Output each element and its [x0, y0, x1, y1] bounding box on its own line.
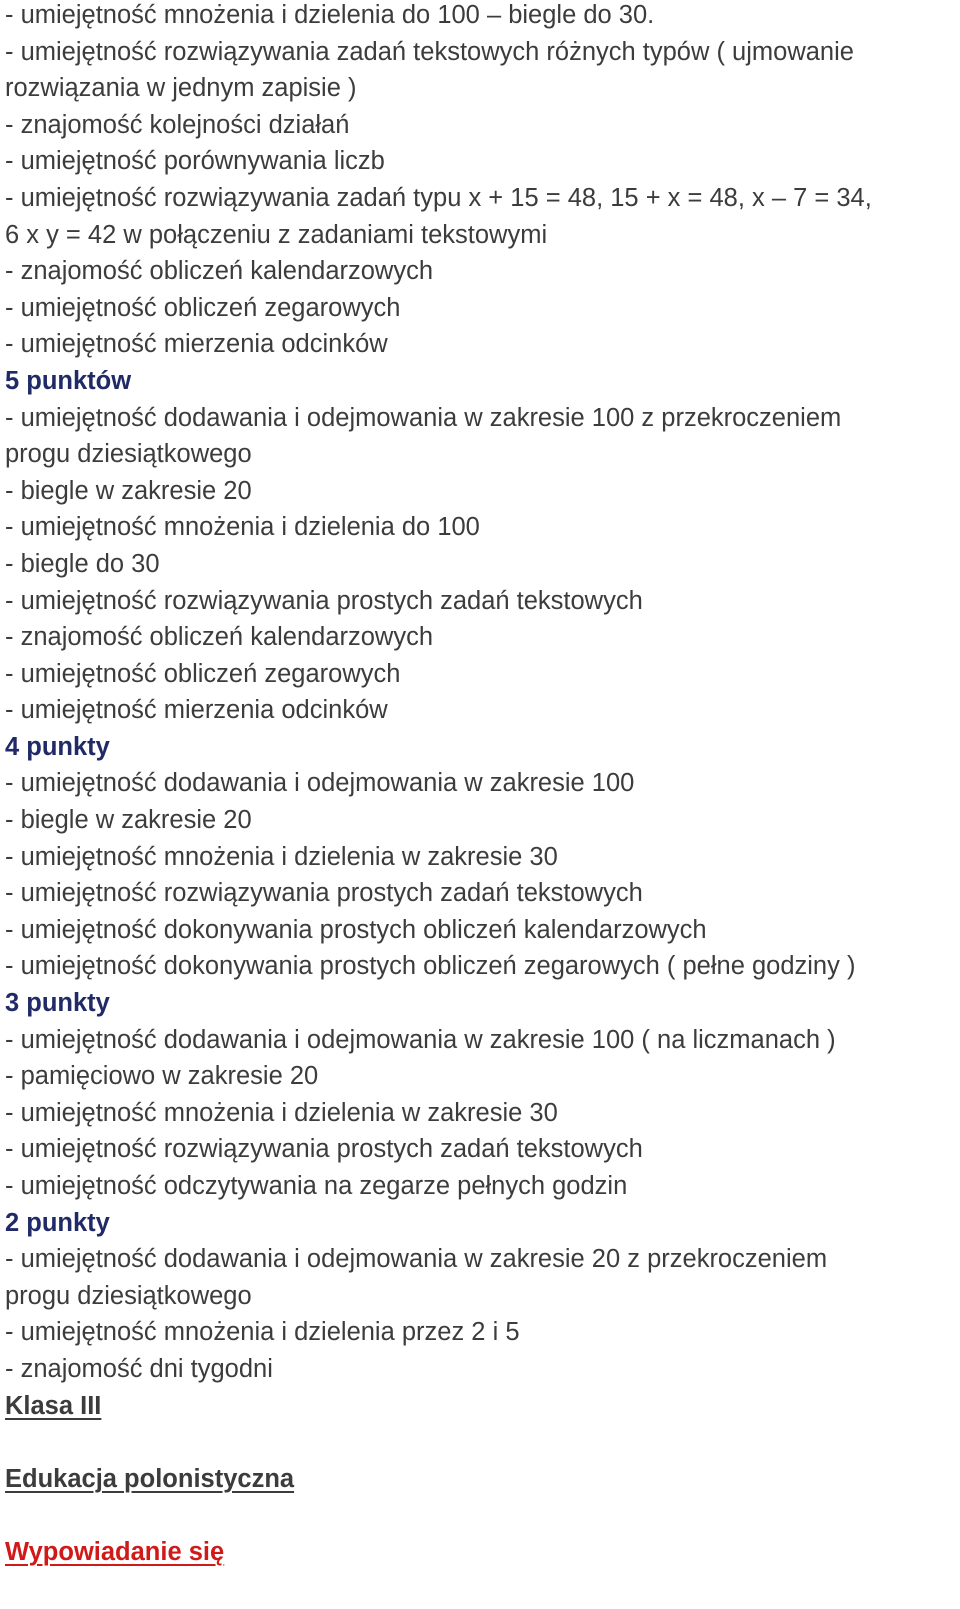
points-heading: 5 punktów: [5, 366, 132, 395]
text-line: - umiejętność rozwiązywania prostych zadań tekstowych: [5, 879, 643, 908]
text-line: - umiejętność rozwiązywania zadań tekstowych różnych typów ( ujmowanie: [5, 37, 854, 66]
text-line: - umiejętność porównywania liczb: [5, 147, 385, 176]
text-line: - biegle w zakresie 20: [5, 476, 252, 505]
text-line: - umiejętność dodawania i odejmowania w zakresie 100: [5, 769, 635, 798]
text-line: progu dziesiątkowego: [5, 1281, 252, 1310]
points-heading: 3 punkty: [5, 989, 110, 1018]
text-line: - umiejętność dodawania i odejmowania w zakresie 20 z przekroczeniem: [5, 1245, 828, 1274]
text-line: - biegle do 30: [5, 549, 160, 578]
text-line: - umiejętność mnożenia i dzielenia przez 2 i 5: [5, 1318, 520, 1347]
text-line: - umiejętność obliczeń zegarowych: [5, 659, 401, 688]
points-heading: 4 punkty: [5, 732, 110, 761]
text-line: - pamięciowo w zakresie 20: [5, 1062, 319, 1091]
text-line: 6 x y = 42 w połączeniu z zadaniami tekstowymi: [5, 220, 548, 249]
blank-line: [5, 1497, 955, 1534]
text-line: - umiejętność dodawania i odejmowania w zakresie 100 z przekroczeniem: [5, 403, 842, 432]
text-line: - umiejętność rozwiązywania prostych zadań tekstowych: [5, 586, 643, 615]
text-line: - umiejętność dodawania i odejmowania w zakresie 100 ( na liczmanach ): [5, 1025, 836, 1054]
text-line: - umiejętność mierzenia odcinków: [5, 330, 388, 359]
section-heading: [5, 1461, 955, 1498]
text-line: - znajomość dni tygodni: [5, 1354, 273, 1383]
text-line: - umiejętność mnożenia i dzielenia w zakresie 30: [5, 1098, 558, 1127]
text-line: - umiejętność mnożenia i dzielenia do 100: [5, 513, 480, 542]
text-line: - umiejętność mnożenia i dzielenia w zakresie 30: [5, 842, 558, 871]
section-heading: [5, 1388, 955, 1425]
text-line: - umiejętność dokonywania prostych obliczeń zegarowych ( pełne godziny ): [5, 952, 856, 981]
text-line: - znajomość obliczeń kalendarzowych: [5, 623, 434, 652]
text-line: - biegle w zakresie 20: [5, 806, 252, 835]
document-body: [5, 0, 955, 1571]
subsection-heading-text: Wypowiadanie się: [5, 1537, 225, 1566]
section-heading-text: Klasa III: [5, 1391, 102, 1420]
text-line: progu dziesiątkowego: [5, 440, 252, 469]
text-line: - umiejętność obliczeń zegarowych: [5, 293, 401, 322]
text-line: - umiejętność rozwiązywania prostych zadań tekstowych: [5, 1135, 643, 1164]
text-line: - umiejętność dokonywania prostych obliczeń kalendarzowych: [5, 915, 707, 944]
section-heading-text: Edukacja polonistyczna: [5, 1464, 295, 1493]
text-line: - umiejętność rozwiązywania zadań typu x + 15 = 48, 15 + x = 48, x – 7 = 34,: [5, 183, 872, 212]
text-line: - umiejętność mierzenia odcinków: [5, 696, 388, 725]
text-line: - znajomość obliczeń kalendarzowych: [5, 257, 434, 286]
text-line: - umiejętność odczytywania na zegarze pełnych godzin: [5, 1172, 628, 1200]
points-heading: 2 punkty: [5, 1208, 110, 1237]
subsection-heading: [5, 1534, 955, 1571]
text-line: - znajomość kolejności działań: [5, 110, 350, 139]
text-line: - umiejętność mnożenia i dzielenia do 100 – biegle do 30.: [5, 1, 655, 29]
blank-line: [5, 1424, 955, 1461]
text-line: rozwiązania w jednym zapisie ): [5, 74, 357, 103]
